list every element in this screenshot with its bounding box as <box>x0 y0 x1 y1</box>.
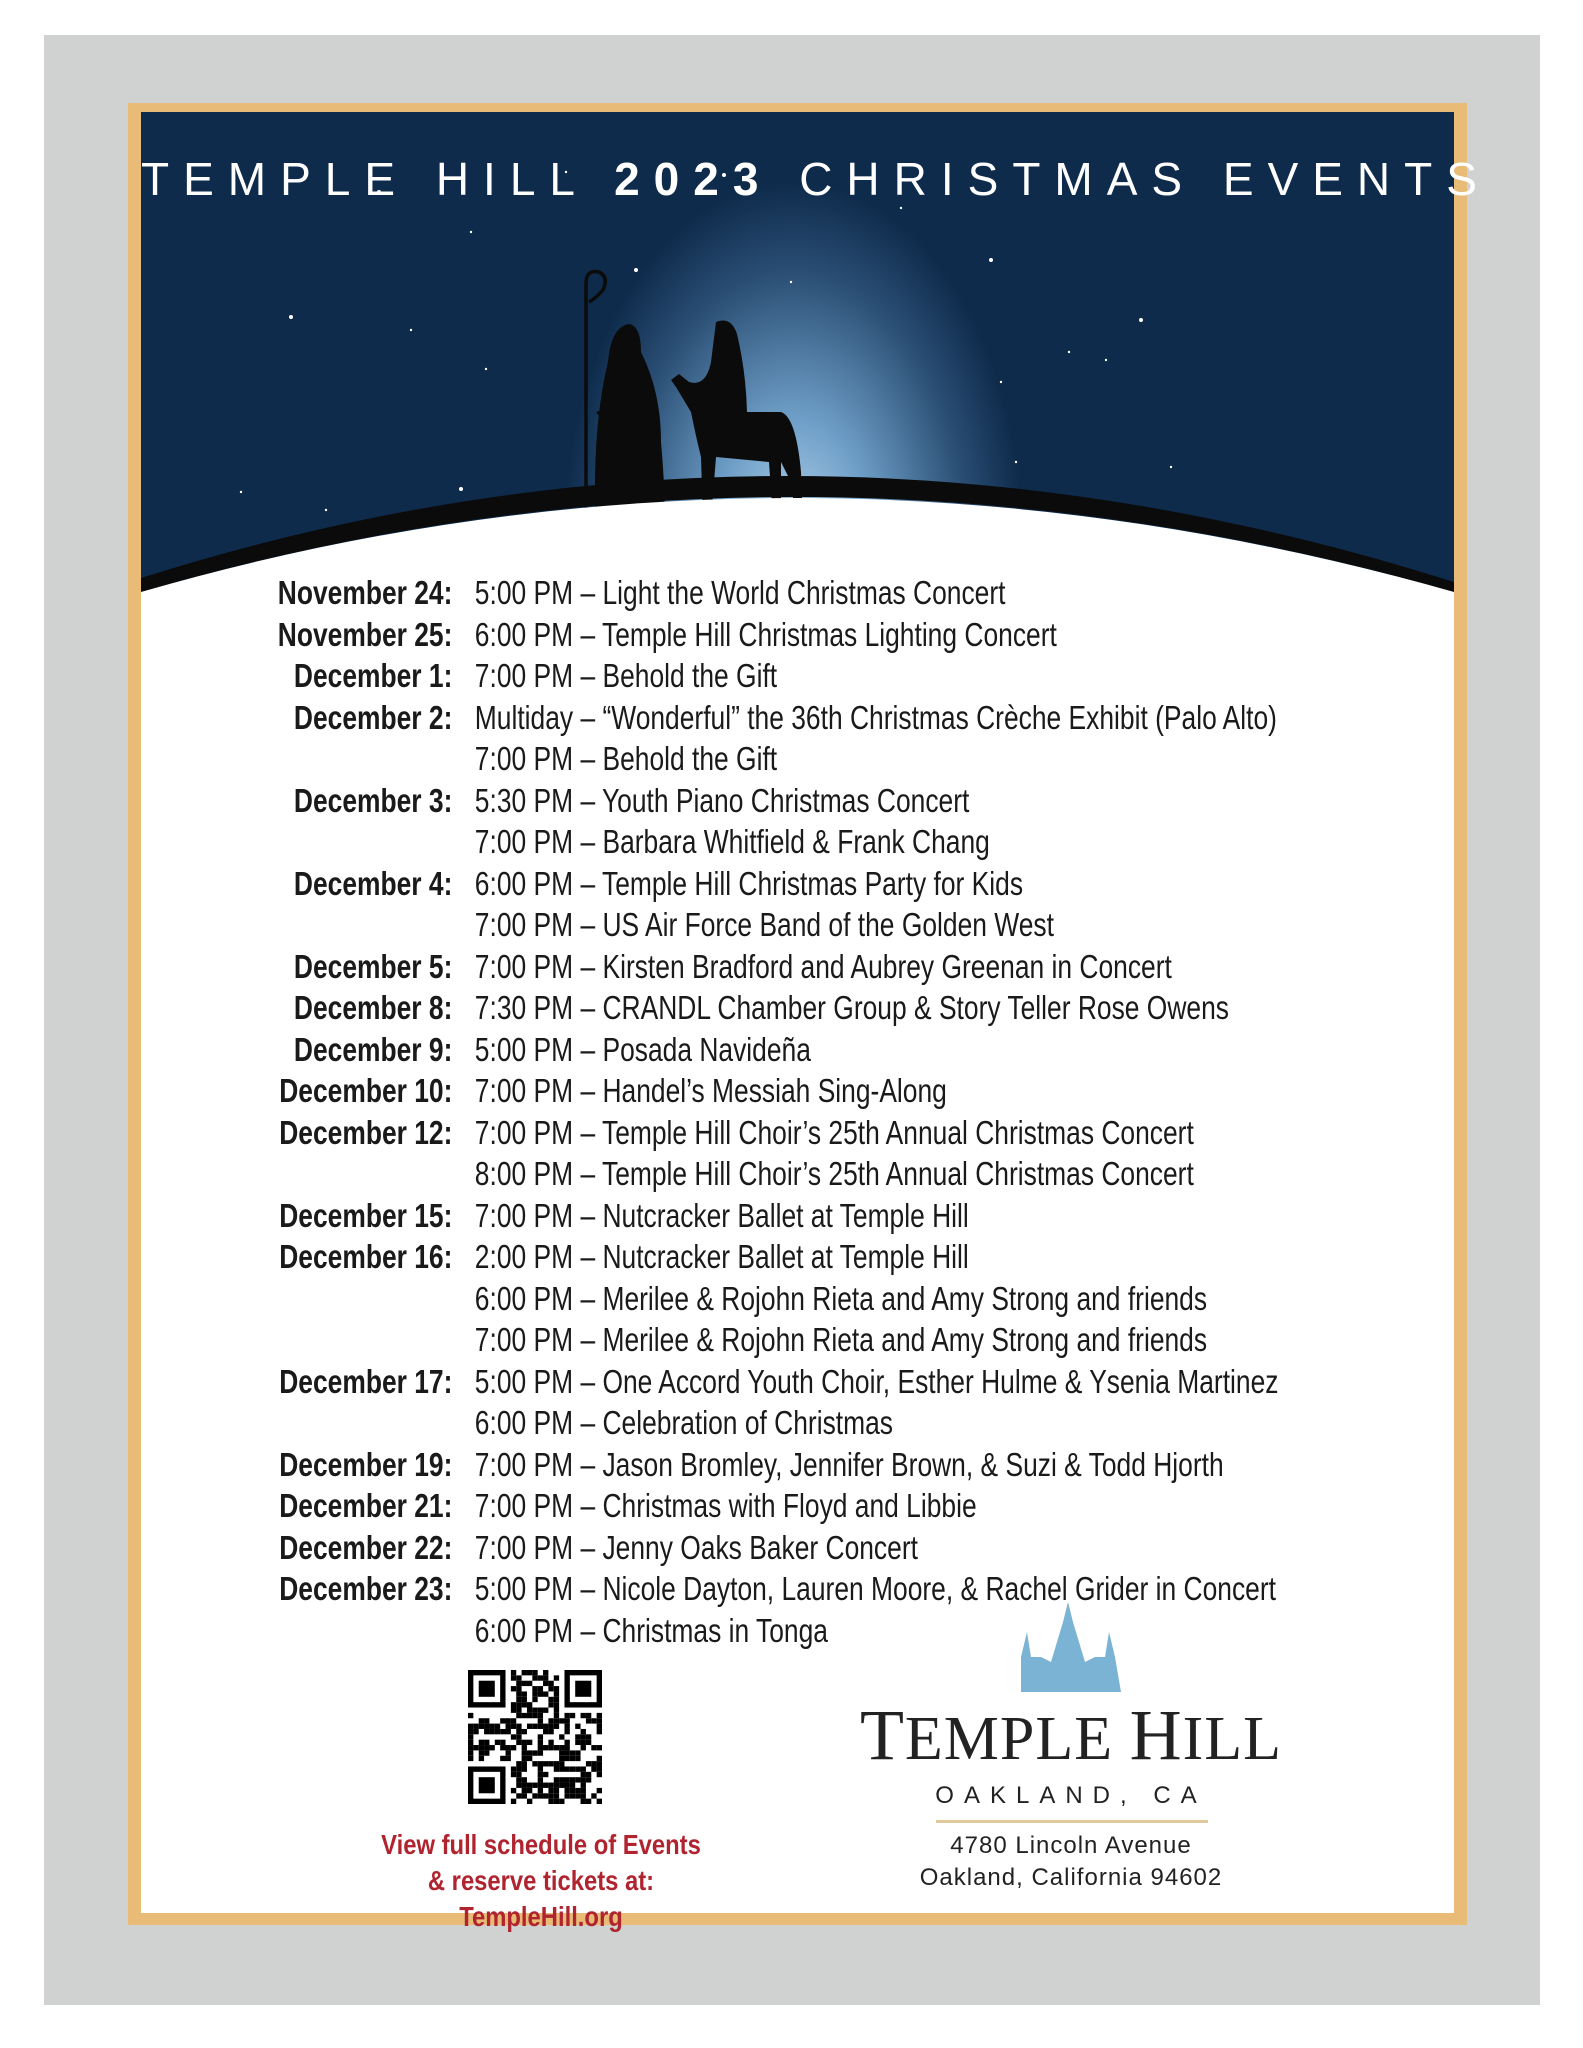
star <box>1000 381 1002 383</box>
event-date: December 15: <box>279 1196 453 1234</box>
star <box>1170 466 1172 468</box>
event-row <box>230 572 1190 614</box>
event-row <box>230 1112 1194 1154</box>
star <box>989 258 993 262</box>
star <box>1105 359 1107 361</box>
event-description: 5:30 PM – Youth Piano Christmas Concert <box>474 781 970 819</box>
event-date: December 8: <box>293 989 453 1026</box>
logo-wordmark: TEMPLE HILL <box>859 1695 1283 1775</box>
event-row <box>230 738 1190 780</box>
event-description: 7:00 PM – Handel’s Messiah Sing-Along <box>474 1072 947 1109</box>
event-row <box>230 697 1277 739</box>
event-description: 7:00 PM – Behold the Gift <box>474 657 778 694</box>
event-description: 5:00 PM – Light the World Christmas Concert <box>474 574 1006 611</box>
address-line-1: 4780 Lincoln Avenue <box>950 1832 1192 1859</box>
star <box>634 268 638 272</box>
event-date <box>230 904 452 946</box>
event-row <box>230 946 1190 988</box>
event-row <box>230 987 1229 1029</box>
page-title: TEMPLE HILL 2023 CHRISTMAS EVENTS <box>141 153 1491 205</box>
qr-code[interactable] <box>468 1670 602 1804</box>
event-description: 7:00 PM – Behold the Gift <box>474 740 778 777</box>
star <box>900 207 902 209</box>
event-date <box>230 1278 452 1320</box>
event-description: 7:00 PM – Jason Bromley, Jennifer Brown, & Suzi & Todd Hjorth <box>474 1445 1224 1483</box>
event-description: 7:00 PM – Barbara Whitfield & Frank Chang <box>474 823 990 860</box>
event-description: 7:00 PM – Christmas with Floyd and Libbie <box>474 1487 977 1524</box>
event-row <box>230 1236 1190 1278</box>
divider <box>936 1820 1208 1823</box>
event-description: 7:00 PM – Merilee & Rojohn Rieta and Amy Strong and friends <box>474 1321 1208 1358</box>
star <box>459 487 463 491</box>
cta-line-1: View full schedule of Events <box>381 1829 701 1860</box>
logo-city: OAKLAND, CA <box>935 1782 1207 1809</box>
star <box>790 281 792 283</box>
event-row <box>230 1444 1224 1486</box>
event-date: December 10: <box>279 1072 453 1109</box>
event-date: November 24: <box>277 574 453 611</box>
event-date: December 17: <box>279 1362 453 1400</box>
event-date <box>230 821 452 863</box>
event-description: 5:00 PM – Nicole Dayton, Lauren Moore, & Rachel Grider in Concert <box>474 1570 1276 1607</box>
event-date: December 21: <box>279 1487 453 1524</box>
event-row <box>230 1070 1190 1112</box>
event-date: December 16: <box>279 1238 453 1275</box>
event-date <box>230 738 452 780</box>
event-date: December 3: <box>293 781 453 819</box>
star <box>1139 318 1143 322</box>
event-date <box>230 1610 452 1652</box>
event-description: 6:00 PM – Merilee & Rojohn Rieta and Amy Strong and friends <box>474 1279 1208 1317</box>
event-row <box>230 1402 1190 1444</box>
event-description: 2:00 PM – Nutcracker Ballet at Temple Hill <box>474 1238 969 1275</box>
event-date: December 12: <box>279 1113 453 1151</box>
star <box>1015 461 1017 463</box>
address-line-2: Oakland, California 94602 <box>919 1864 1223 1891</box>
star <box>470 231 472 233</box>
event-row <box>230 1153 1194 1195</box>
event-row <box>230 1527 1190 1569</box>
event-row <box>230 655 1190 697</box>
cta-line-2[interactable]: & reserve tickets at: TempleHill.org <box>427 1865 655 1932</box>
event-description: 5:00 PM – One Accord Youth Choir, Esther Hulme & Ysenia Martinez <box>474 1362 1279 1400</box>
event-date: December 5: <box>293 947 453 985</box>
event-description: 7:30 PM – CRANDL Chamber Group & Story Teller Rose Owens <box>474 989 1229 1026</box>
event-list <box>230 572 1279 1651</box>
star <box>325 509 327 511</box>
event-date <box>230 1319 452 1361</box>
event-row <box>230 1361 1279 1403</box>
star <box>1068 351 1070 353</box>
event-description: 6:00 PM – Christmas in Tonga <box>474 1611 828 1649</box>
event-row <box>230 904 1190 946</box>
event-row <box>230 1485 1190 1527</box>
event-date: November 25: <box>277 615 453 653</box>
star <box>410 329 412 331</box>
event-description: 6:00 PM – Celebration of Christmas <box>474 1404 893 1441</box>
temple-spires-icon <box>841 1602 1301 1692</box>
event-description: 7:00 PM – Temple Hill Choir’s 25th Annual Christmas Concert <box>474 1113 1194 1151</box>
event-date: December 19: <box>279 1445 453 1483</box>
event-row <box>230 780 1190 822</box>
call-to-action <box>371 1827 711 1935</box>
star <box>289 315 293 319</box>
event-description: 7:00 PM – Nutcracker Ballet at Temple Hill <box>474 1196 969 1234</box>
event-row <box>230 1195 1190 1237</box>
event-date: December 23: <box>279 1570 453 1607</box>
address <box>841 1830 1301 1894</box>
event-row <box>230 821 1190 863</box>
event-description: 6:00 PM – Temple Hill Christmas Party for Kids <box>474 864 1024 902</box>
event-description: 5:00 PM – Posada Navideña <box>474 1030 811 1068</box>
event-description: 8:00 PM – Temple Hill Choir’s 25th Annual Christmas Concert <box>474 1155 1194 1192</box>
event-description: 6:00 PM – Temple Hill Christmas Lighting Concert <box>474 615 1057 653</box>
star <box>485 368 487 370</box>
event-row <box>230 614 1190 656</box>
event-date: December 9: <box>293 1030 453 1068</box>
star <box>240 491 242 493</box>
event-row <box>230 1029 1190 1071</box>
event-row <box>230 1278 1208 1320</box>
event-date <box>230 1153 452 1195</box>
event-date: December 22: <box>279 1528 453 1566</box>
event-row <box>230 1319 1208 1361</box>
event-description: 7:00 PM – US Air Force Band of the Golden West <box>474 906 1054 943</box>
event-date <box>230 1402 452 1444</box>
event-description: 7:00 PM – Jenny Oaks Baker Concert <box>474 1528 918 1566</box>
flyer <box>141 112 1491 1932</box>
event-description: 7:00 PM – Kirsten Bradford and Aubrey Greenan in Concert <box>474 947 1172 985</box>
event-row <box>230 863 1190 905</box>
event-date: December 1: <box>293 657 453 694</box>
event-date: December 4: <box>293 864 453 902</box>
event-description: Multiday – “Wonderful” the 36th Christmas Crèche Exhibit (Palo Alto) <box>474 698 1277 736</box>
event-date: December 2: <box>293 698 453 736</box>
